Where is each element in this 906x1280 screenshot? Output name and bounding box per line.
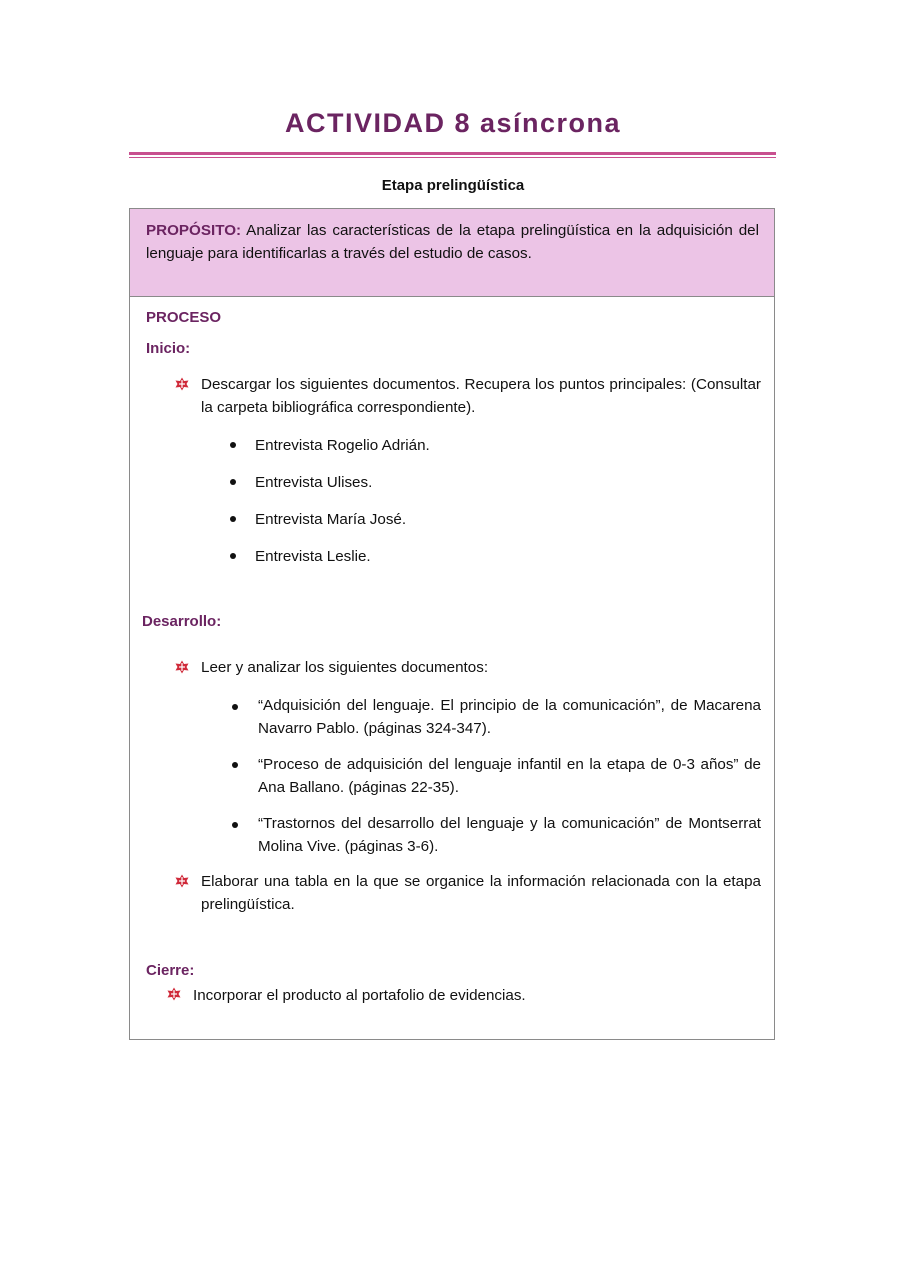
inicio-subitem: Entrevista Leslie.	[255, 548, 371, 565]
title-rule	[129, 152, 776, 155]
red-bullet-icon	[175, 660, 189, 674]
inicio-heading: Inicio:	[146, 340, 191, 357]
cierre-item: Incorporar el producto al portafolio de evidencias.	[193, 987, 526, 1004]
inicio-item: Descargar los siguientes documentos. Recupera los puntos principales: (Consultar la carpeta bibliográfica correspondiente).	[201, 376, 761, 416]
purpose-text: Analizar las características de la etapa prelingüística en la adquisición del lenguaje para identificarlas a través del estudio de casos.	[146, 222, 759, 262]
list-dot	[230, 553, 236, 559]
desarrollo-subitem: “Proceso de adquisición del lenguaje infantil en la etapa de 0-3 años” de Ana Ballano. (páginas 22-35).	[258, 756, 761, 796]
title-rule-thin	[129, 157, 776, 158]
list-dot	[232, 822, 238, 828]
list-dot	[230, 516, 236, 522]
inicio-subitem: Entrevista Ulises.	[255, 474, 373, 491]
desarrollo-subitem: “Adquisición del lenguaje. El principio de la comunicación”, de Macarena Navarro Pablo. (páginas 324-347).	[258, 697, 761, 737]
purpose-label: PROPÓSITO:	[146, 222, 242, 239]
inicio-subitem: Entrevista Rogelio Adrián.	[255, 437, 430, 454]
red-bullet-icon	[175, 377, 189, 391]
purpose-section	[130, 209, 774, 297]
process-heading: PROCESO	[146, 309, 222, 326]
document-title: ACTIVIDAD 8 asíncrona	[284, 108, 622, 138]
desarrollo-item: Elaborar una tabla en la que se organice la información relacionada con la etapa prelingüística.	[201, 873, 761, 913]
document-subtitle: Etapa prelingüística	[381, 177, 525, 194]
list-dot	[232, 704, 238, 710]
red-bullet-icon	[175, 874, 189, 888]
cierre-heading: Cierre:	[146, 962, 195, 979]
inicio-subitem: Entrevista María José.	[255, 511, 407, 528]
desarrollo-item: Leer y analizar los siguientes documentos:	[201, 659, 489, 676]
desarrollo-heading: Desarrollo:	[142, 613, 222, 630]
desarrollo-subitem: “Trastornos del desarrollo del lenguaje y la comunicación” de Montserrat Molina Vive. (páginas 3-6).	[258, 815, 761, 855]
list-dot	[230, 479, 236, 485]
activity-box	[129, 208, 775, 1040]
list-dot	[230, 442, 236, 448]
red-bullet-icon	[167, 987, 181, 1001]
list-dot	[232, 762, 238, 768]
